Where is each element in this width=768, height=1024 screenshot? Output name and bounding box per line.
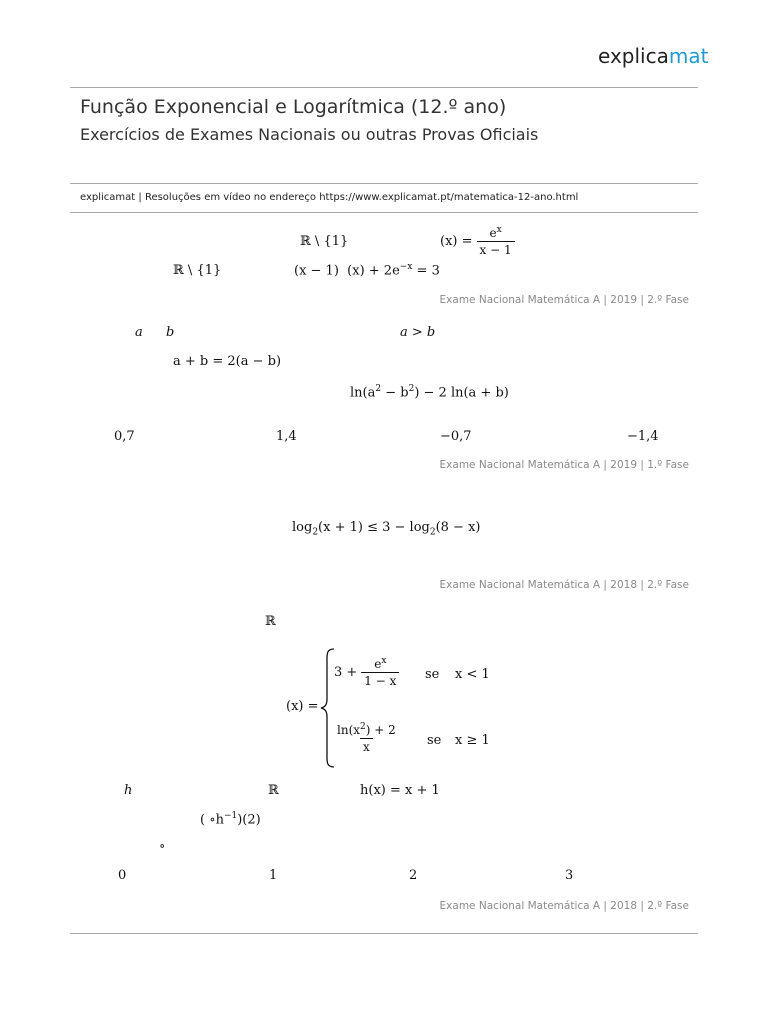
ex4-case-2 <box>334 722 399 754</box>
video-note: explicamat | Resoluções em vídeo no endereço https://www.explicamat.pt/matematica-12-ano.html <box>80 192 579 203</box>
ex4-circ-symbol: ∘ <box>159 839 166 854</box>
ex1-fraction <box>477 225 515 257</box>
ex4-h-domain: ℝ <box>268 783 279 798</box>
ex1-f-den: x − 1 <box>477 241 515 257</box>
ex1-source: Exame Nacional Matemática A | 2019 | 2.º Fase <box>439 294 689 306</box>
note-top-divider <box>70 183 698 184</box>
ex4-source: Exame Nacional Matemática A | 2018 | 2.º Fase <box>439 900 689 912</box>
brand-accent: mat <box>668 44 709 68</box>
ex4-case1-fraction: $\frac{e^x}{1 - x}$ <box>361 656 399 688</box>
ex3-inequality: $\log_2(x + 1) \le 3 - \log_2(8 - x)$ <box>292 520 481 538</box>
ex1-equation: (x − 1) $(x) + 2e^{-x} = 3$ <box>294 262 440 279</box>
ex2-option: 0,7 <box>114 429 135 444</box>
ex4-h-definition: h(x) = x + 1 <box>360 783 440 798</box>
brand-logo <box>598 44 708 68</box>
footer-divider <box>70 933 698 934</box>
ex4-option: 0 <box>118 868 127 883</box>
ex4-domain: ℝ <box>265 614 276 629</box>
ex1-domain: ℝ \ {1} <box>300 234 349 249</box>
ex1-f-num: $e^x$ <box>489 225 502 240</box>
ex2-var-b: b <box>166 325 175 340</box>
ex4-case2-fraction: $\frac{\ln(x^2) + 2}{x}$ <box>337 722 396 754</box>
ex2-source: Exame Nacional Matemática A | 2019 | 1.º Fase <box>439 459 689 471</box>
ex2-option: −0,7 <box>440 429 472 444</box>
header-divider <box>70 87 698 88</box>
ex1-f-lhs: (x) = <box>440 233 473 249</box>
ex4-composition: ( $\circ h^{-1})(2)$ <box>200 811 261 828</box>
note-bottom-divider <box>70 212 698 213</box>
ex4-case2-cond: x ≥ 1 <box>455 733 490 748</box>
ex2-relation: a + b = 2(a − b) <box>173 354 282 369</box>
ex4-case2-se: se <box>427 733 442 748</box>
ex2-option: −1,4 <box>627 429 659 444</box>
ex1-domain-2: ℝ \ {1} <box>173 263 222 278</box>
ex4-case1-se: se <box>425 667 440 682</box>
ex4-case1-pre: 3 + <box>334 664 358 680</box>
ex3-source: Exame Nacional Matemática A | 2018 | 2.º Fase <box>439 579 689 591</box>
brand-main: explica <box>598 44 669 68</box>
ex4-option: 2 <box>409 868 418 883</box>
ex4-case1-cond: x < 1 <box>455 667 490 682</box>
ex1-function <box>440 225 515 257</box>
ex4-f-lhs: (x) = <box>286 699 319 714</box>
ex2-option: 1,4 <box>276 429 297 444</box>
ex2-condition: a > b <box>400 325 436 340</box>
page-subtitle: Exercícios de Exames Nacionais ou outras Provas Oficiais <box>80 125 539 144</box>
ex4-option: 3 <box>565 868 574 883</box>
ex4-h-var: h <box>124 783 133 798</box>
ex2-var-a: a <box>135 325 143 340</box>
page-title: Função Exponencial e Logarítmica (12.º ano) <box>80 96 507 118</box>
ex4-case-1 <box>334 656 399 688</box>
ex2-expression: $\ln(a^2 - b^2) - 2$ ln(a + b) <box>350 384 509 401</box>
ex4-option: 1 <box>269 868 278 883</box>
